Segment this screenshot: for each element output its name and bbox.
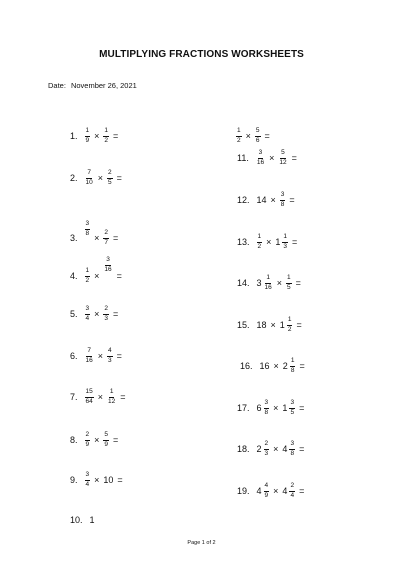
times-sign: × [94, 131, 100, 141]
fraction [107, 389, 116, 405]
whole-number: 1 [279, 320, 285, 330]
denominator: 12 [108, 397, 116, 405]
numerator: 4 [264, 483, 270, 492]
fraction [264, 400, 270, 416]
problem-11 [237, 150, 300, 166]
numerator: 1 [290, 358, 296, 367]
date-line [48, 81, 142, 90]
problem-number: 3. [70, 233, 78, 243]
denominator: 2 [257, 242, 262, 250]
problem-7 [70, 389, 129, 405]
fraction [85, 472, 91, 488]
problem-3 [70, 221, 121, 255]
denominator: 4 [290, 491, 295, 499]
problem-number: 16. [240, 361, 253, 371]
equals-sign: = [299, 486, 305, 496]
problem-number: 7. [70, 392, 78, 402]
numerator: 2 [264, 441, 270, 450]
numerator: 3 [289, 400, 295, 409]
numerator: 5 [255, 128, 261, 137]
numerator: 5 [280, 150, 286, 159]
numerator: 3 [105, 257, 111, 266]
problem-number: 4. [70, 271, 78, 281]
fraction [103, 432, 109, 448]
numerator: 1 [282, 234, 288, 243]
equals-sign: = [299, 361, 305, 371]
problem-number: 10. [70, 515, 83, 525]
fraction [287, 317, 293, 333]
problem-16 [240, 358, 308, 374]
fraction [85, 306, 91, 322]
numerator: 2 [103, 306, 109, 315]
problem-2 [70, 170, 125, 186]
denominator: 3 [108, 356, 112, 364]
whole-number: 16 [259, 361, 270, 371]
times-sign: × [269, 153, 275, 163]
equals-sign: = [117, 475, 123, 485]
whole-number: 4 [282, 444, 288, 454]
numerator: 1 [287, 317, 293, 326]
times-sign: × [97, 351, 104, 361]
denominator: 6 [255, 136, 260, 144]
numerator: 7 [86, 170, 92, 179]
denominator: 3 [264, 449, 269, 457]
whole-number: 1 [275, 237, 281, 247]
numerator: 2 [103, 230, 109, 239]
equals-sign: = [113, 233, 119, 243]
problem-19 [237, 483, 307, 499]
times-sign: × [245, 131, 251, 141]
problem-number: 9. [70, 475, 78, 485]
numerator: 1 [85, 128, 91, 137]
problem-8 [70, 432, 121, 448]
fraction [103, 257, 112, 273]
denominator: 12 [279, 158, 287, 166]
equals-sign: = [289, 195, 295, 205]
fraction [85, 221, 91, 237]
problem-number: 11. [237, 153, 249, 163]
fraction [264, 275, 273, 291]
numerator: 2 [85, 432, 91, 441]
denominator: 5 [287, 283, 291, 291]
whole-number: 14 [256, 195, 267, 205]
problem-number: 15. [237, 320, 250, 330]
whole-number: 2 [256, 444, 262, 454]
problem-14 [237, 275, 304, 291]
problem-unnumbered [235, 128, 273, 144]
worksheet-title: MULTIPLYING FRACTIONS WORKSHEETS [99, 49, 304, 60]
equals-sign: = [113, 435, 119, 445]
fraction [103, 306, 109, 322]
problem-12 [237, 192, 298, 208]
fraction [85, 432, 91, 448]
fraction [85, 170, 94, 186]
times-sign: × [270, 320, 276, 330]
numerator: 1 [109, 389, 115, 398]
fraction [107, 170, 113, 186]
denominator: 9 [85, 440, 90, 448]
fraction [85, 128, 91, 144]
times-sign: × [94, 233, 100, 243]
fraction [282, 234, 288, 250]
problem-13 [237, 234, 300, 250]
times-sign: × [273, 403, 279, 413]
denominator: 4 [85, 480, 90, 488]
denominator: 9 [85, 136, 90, 144]
problem-6 [70, 348, 125, 364]
equals-sign: = [292, 237, 298, 247]
denominator: 2 [237, 136, 241, 144]
equals-sign: = [116, 173, 122, 183]
denominator: 8 [290, 366, 295, 374]
denominator: 5 [108, 178, 112, 186]
fraction [290, 358, 296, 374]
numerator: 3 [280, 192, 286, 201]
whole-number: 3 [256, 278, 262, 288]
fraction [264, 483, 270, 499]
problem-10 [70, 515, 96, 525]
numerator: 3 [289, 441, 295, 450]
denominator: 8 [290, 449, 295, 457]
fraction [107, 348, 113, 364]
numerator: 2 [107, 170, 113, 179]
numerator: 1 [257, 234, 263, 243]
problem-number: 5. [70, 309, 78, 319]
denominator: 4 [85, 314, 90, 322]
whole-number: 4 [282, 486, 288, 496]
whole-number: 4 [256, 486, 262, 496]
equals-sign: = [291, 153, 297, 163]
equals-sign: = [264, 131, 270, 141]
numerator: 7 [86, 348, 92, 357]
numerator: 3 [85, 221, 91, 230]
fraction [236, 128, 242, 144]
numerator: 1 [236, 128, 242, 137]
fraction [85, 348, 94, 364]
problem-number: 8. [70, 435, 78, 445]
problem-1 [70, 128, 121, 144]
denominator: 3 [283, 242, 288, 250]
times-sign: × [273, 444, 279, 454]
problem-number: 17. [237, 403, 250, 413]
problem-number: 19. [237, 486, 250, 496]
denominator: 8 [85, 229, 90, 237]
fraction [280, 192, 286, 208]
denominator: 2 [85, 276, 90, 284]
denominator: 16 [104, 265, 112, 273]
denominator: 9 [104, 440, 109, 448]
problem-number: 18. [237, 444, 250, 454]
page-footer: Page 1 of 2 [187, 540, 216, 546]
times-sign: × [94, 271, 100, 281]
denominator: 64 [85, 397, 93, 405]
numerator: 2 [289, 483, 295, 492]
denominator: 2 [104, 136, 109, 144]
denominator: 10 [85, 178, 93, 186]
numerator: 5 [103, 432, 109, 441]
problem-9 [70, 472, 126, 488]
equals-sign: = [113, 131, 119, 141]
equals-sign: = [116, 351, 122, 361]
problem-5 [70, 306, 121, 322]
numerator: 3 [258, 150, 264, 159]
times-sign: × [276, 278, 283, 288]
denominator: 3 [104, 314, 109, 322]
times-sign: × [270, 195, 276, 205]
numerator: 1 [103, 128, 109, 137]
problem-4 [70, 256, 125, 284]
times-sign: × [273, 486, 279, 496]
whole-number: 1 [282, 403, 288, 413]
numerator: 15 [85, 389, 94, 398]
times-sign: × [94, 435, 100, 445]
whole-number: 2 [282, 361, 288, 371]
whole-number: 10 [103, 475, 114, 485]
problem-17 [237, 400, 307, 416]
denominator: 16 [85, 356, 93, 364]
fraction [85, 389, 94, 405]
numerator: 1 [286, 275, 292, 284]
denominator: 8 [280, 200, 285, 208]
fraction [278, 150, 287, 166]
numerator: 1 [265, 275, 271, 284]
times-sign: × [94, 475, 100, 485]
equals-sign: = [296, 320, 302, 330]
denominator: 9 [264, 491, 269, 499]
whole-number: 6 [256, 403, 262, 413]
problem-18 [237, 441, 307, 457]
denominator: 5 [290, 408, 295, 416]
numerator: 3 [85, 472, 91, 481]
fraction [103, 230, 109, 246]
numerator: 4 [107, 348, 113, 357]
denominator: 2 [287, 325, 292, 333]
times-sign: × [266, 237, 272, 247]
whole-number: 18 [256, 320, 267, 330]
fraction [257, 234, 263, 250]
problem-number: 13. [237, 237, 250, 247]
times-sign: × [97, 392, 104, 402]
denominator: 8 [264, 408, 269, 416]
fraction [286, 275, 292, 291]
denominator: 7 [104, 238, 109, 246]
fraction [85, 268, 91, 284]
numerator: 1 [85, 268, 91, 277]
numerator: 3 [264, 400, 270, 409]
fraction [289, 441, 295, 457]
times-sign: × [97, 173, 104, 183]
times-sign: × [273, 361, 279, 371]
equals-sign: = [299, 403, 305, 413]
date-value: November 26, 2021 [70, 81, 137, 90]
fraction [289, 483, 295, 499]
fraction [255, 128, 261, 144]
equals-sign: = [116, 271, 122, 281]
fraction [256, 150, 265, 166]
problem-number: 14. [237, 278, 250, 288]
equals-sign: = [120, 392, 126, 402]
fraction [264, 441, 270, 457]
fraction [103, 128, 109, 144]
problem-number: 6. [70, 351, 78, 361]
date-label: Date: [48, 81, 66, 90]
times-sign: × [94, 309, 100, 319]
problem-number: 2. [70, 173, 78, 183]
equals-sign: = [295, 278, 301, 288]
problem-number: 1. [70, 131, 78, 141]
equals-sign: = [113, 309, 119, 319]
denominator: 16 [264, 283, 272, 291]
numerator: 3 [85, 306, 91, 315]
whole-number: 1 [89, 515, 95, 525]
fraction [289, 400, 295, 416]
problem-15 [237, 317, 305, 333]
denominator: 16 [256, 158, 265, 166]
equals-sign: = [299, 444, 305, 454]
problem-number: 12. [237, 195, 250, 205]
